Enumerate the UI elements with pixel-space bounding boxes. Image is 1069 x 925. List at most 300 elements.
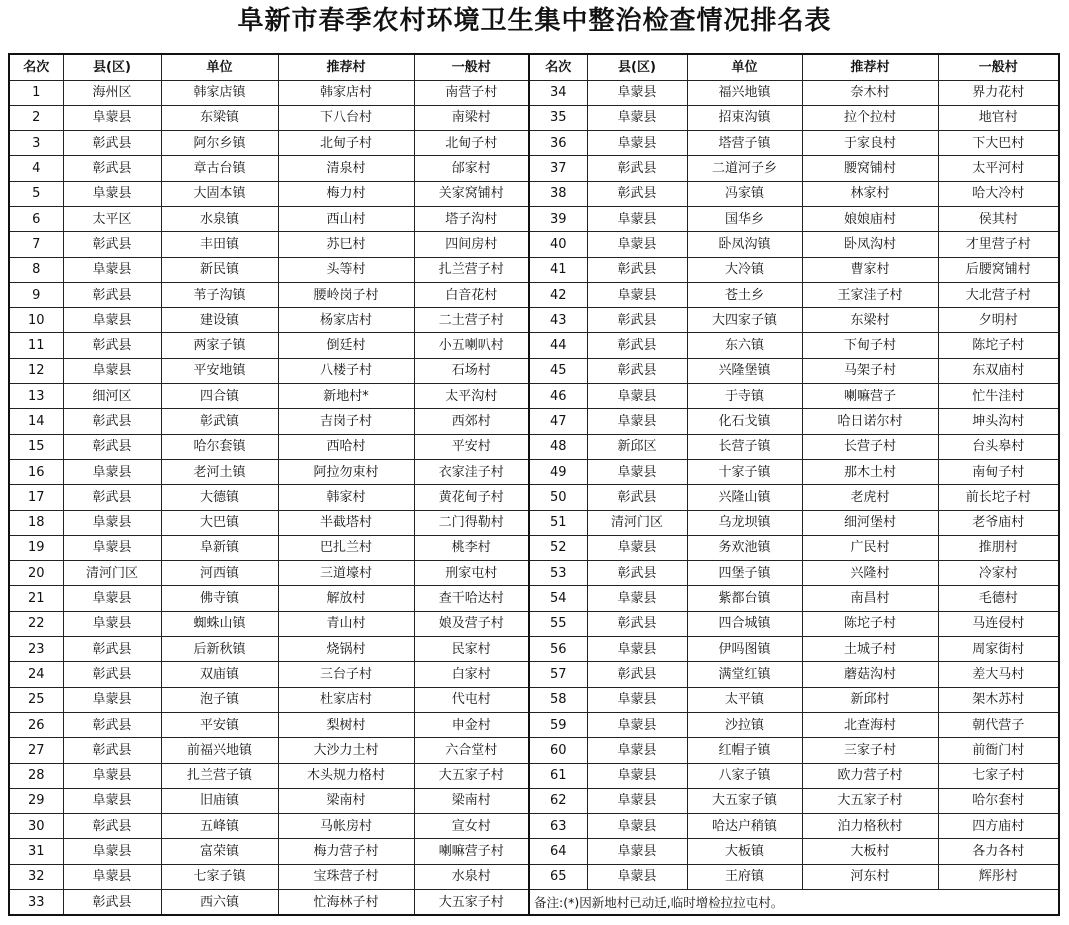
cell-rank: 36 — [529, 131, 587, 156]
cell-recommended-village: 头等村 — [278, 257, 414, 282]
cell-rank: 4 — [9, 156, 63, 181]
cell-rank: 56 — [529, 637, 587, 662]
cell-recommended-village: 下八台村 — [278, 105, 414, 130]
cell-recommended-village: 喇嘛营子 — [802, 384, 938, 409]
cell-general-village: 二土营子村 — [414, 308, 529, 333]
cell-rank: 23 — [9, 637, 63, 662]
cell-rank: 51 — [529, 510, 587, 535]
cell-county: 细河区 — [63, 384, 161, 409]
cell-general-village: 冷家村 — [938, 561, 1059, 586]
cell-county: 阜蒙县 — [587, 864, 687, 889]
cell-recommended-village: 广民村 — [802, 535, 938, 560]
cell-county: 阜蒙县 — [587, 232, 687, 257]
cell-rank: 46 — [529, 384, 587, 409]
table-row — [9, 637, 1059, 662]
cell-county: 彰武县 — [63, 156, 161, 181]
cell-rank: 30 — [9, 814, 63, 839]
cell-county: 阜蒙县 — [587, 80, 687, 105]
cell-unit: 富荣镇 — [161, 839, 278, 864]
cell-general-village: 塔子沟村 — [414, 206, 529, 231]
cell-recommended-village: 泊力格秋村 — [802, 814, 938, 839]
cell-rank: 15 — [9, 434, 63, 459]
cell-county: 彰武县 — [63, 409, 161, 434]
cell-county: 阜蒙县 — [63, 181, 161, 206]
table-row — [9, 535, 1059, 560]
cell-rank: 54 — [529, 586, 587, 611]
cell-unit: 大五家子镇 — [687, 788, 802, 813]
cell-county: 阜蒙县 — [587, 788, 687, 813]
cell-unit: 大板镇 — [687, 839, 802, 864]
cell-rank: 29 — [9, 788, 63, 813]
cell-recommended-village: 清泉村 — [278, 156, 414, 181]
cell-county: 彰武县 — [63, 890, 161, 916]
cell-rank: 64 — [529, 839, 587, 864]
header-recommended-village: 推荐村 — [278, 54, 414, 80]
cell-general-village: 南营子村 — [414, 80, 529, 105]
cell-general-village: 扎兰营子村 — [414, 257, 529, 282]
cell-recommended-village: 木头规力格村 — [278, 763, 414, 788]
cell-recommended-village: 吉岗子村 — [278, 409, 414, 434]
table-row — [9, 131, 1059, 156]
cell-general-village: 四方庙村 — [938, 814, 1059, 839]
cell-rank: 38 — [529, 181, 587, 206]
cell-general-village: 邰家村 — [414, 156, 529, 181]
cell-general-village: 二门得勒村 — [414, 510, 529, 535]
cell-unit: 福兴地镇 — [687, 80, 802, 105]
cell-recommended-village: 倒廷村 — [278, 333, 414, 358]
cell-unit: 大巴镇 — [161, 510, 278, 535]
cell-unit: 兴隆山镇 — [687, 485, 802, 510]
cell-unit: 西六镇 — [161, 890, 278, 916]
table-row — [9, 105, 1059, 130]
cell-rank: 45 — [529, 358, 587, 383]
cell-general-village: 前衙门村 — [938, 738, 1059, 763]
table-row — [9, 763, 1059, 788]
table-row — [9, 864, 1059, 889]
cell-recommended-village: 大五家子村 — [802, 788, 938, 813]
cell-recommended-village: 蘑菇沟村 — [802, 662, 938, 687]
cell-county: 彰武县 — [587, 257, 687, 282]
header-rank: 名次 — [9, 54, 63, 80]
cell-unit: 大四家子镇 — [687, 308, 802, 333]
cell-recommended-village: 下甸子村 — [802, 333, 938, 358]
cell-rank: 63 — [529, 814, 587, 839]
cell-rank: 60 — [529, 738, 587, 763]
cell-rank: 6 — [9, 206, 63, 231]
table-row — [9, 358, 1059, 383]
cell-recommended-village: 西山村 — [278, 206, 414, 231]
cell-rank: 62 — [529, 788, 587, 813]
cell-recommended-village: 忙海林子村 — [278, 890, 414, 916]
cell-general-village: 申金村 — [414, 712, 529, 737]
cell-recommended-village: 长营子村 — [802, 434, 938, 459]
cell-unit: 平安镇 — [161, 712, 278, 737]
cell-general-village: 衣家洼子村 — [414, 459, 529, 484]
cell-county: 阜蒙县 — [587, 637, 687, 662]
cell-unit: 扎兰营子镇 — [161, 763, 278, 788]
cell-unit: 大德镇 — [161, 485, 278, 510]
cell-unit: 东六镇 — [687, 333, 802, 358]
cell-unit: 章古台镇 — [161, 156, 278, 181]
cell-rank: 55 — [529, 611, 587, 636]
cell-general-village: 平安村 — [414, 434, 529, 459]
cell-unit: 满堂红镇 — [687, 662, 802, 687]
cell-county: 阜蒙县 — [587, 712, 687, 737]
cell-recommended-village: 腰窝铺村 — [802, 156, 938, 181]
cell-recommended-village: 陈坨子村 — [802, 611, 938, 636]
cell-unit: 招束沟镇 — [687, 105, 802, 130]
cell-unit: 阿尔乡镇 — [161, 131, 278, 156]
cell-recommended-village: 河东村 — [802, 864, 938, 889]
cell-general-village: 界力花村 — [938, 80, 1059, 105]
cell-unit: 塔营子镇 — [687, 131, 802, 156]
cell-recommended-village: 杜家店村 — [278, 687, 414, 712]
cell-recommended-village: 马架子村 — [802, 358, 938, 383]
cell-rank: 19 — [9, 535, 63, 560]
cell-unit: 水泉镇 — [161, 206, 278, 231]
cell-county: 彰武县 — [63, 434, 161, 459]
cell-general-village: 夕明村 — [938, 308, 1059, 333]
cell-county: 彰武县 — [587, 308, 687, 333]
table-row — [9, 156, 1059, 181]
cell-general-village: 太平河村 — [938, 156, 1059, 181]
cell-recommended-village: 青山村 — [278, 611, 414, 636]
cell-rank: 33 — [9, 890, 63, 916]
cell-general-village: 白音花村 — [414, 282, 529, 307]
table-row — [9, 333, 1059, 358]
cell-unit: 东梁镇 — [161, 105, 278, 130]
cell-rank: 58 — [529, 687, 587, 712]
cell-recommended-village: 腰岭岗子村 — [278, 282, 414, 307]
header-general-village: 一般村 — [938, 54, 1059, 80]
cell-general-village: 哈大冷村 — [938, 181, 1059, 206]
table-row — [9, 662, 1059, 687]
cell-recommended-village: 北查海村 — [802, 712, 938, 737]
cell-recommended-village: 马帐房村 — [278, 814, 414, 839]
cell-general-village: 南梁村 — [414, 105, 529, 130]
cell-recommended-village: 娘娘庙村 — [802, 206, 938, 231]
cell-county: 彰武县 — [63, 232, 161, 257]
cell-unit: 佛寺镇 — [161, 586, 278, 611]
cell-county: 清河门区 — [587, 510, 687, 535]
cell-recommended-village: 哈日诺尔村 — [802, 409, 938, 434]
cell-general-village: 西郊村 — [414, 409, 529, 434]
table-row — [9, 409, 1059, 434]
cell-general-village: 娘及营子村 — [414, 611, 529, 636]
cell-county: 阜蒙县 — [63, 864, 161, 889]
cell-recommended-village: 三家子村 — [802, 738, 938, 763]
cell-general-village: 后腰窝铺村 — [938, 257, 1059, 282]
table-row — [9, 459, 1059, 484]
table-row — [9, 611, 1059, 636]
cell-recommended-village: 拉个拉村 — [802, 105, 938, 130]
cell-general-village: 地官村 — [938, 105, 1059, 130]
cell-general-village: 东双庙村 — [938, 358, 1059, 383]
cell-recommended-village: 杨家店村 — [278, 308, 414, 333]
cell-rank: 9 — [9, 282, 63, 307]
cell-county: 阜蒙县 — [587, 763, 687, 788]
cell-unit: 阜新镇 — [161, 535, 278, 560]
table-row — [9, 282, 1059, 307]
header-recommended-village: 推荐村 — [802, 54, 938, 80]
cell-rank: 48 — [529, 434, 587, 459]
cell-recommended-village: 新邱村 — [802, 687, 938, 712]
cell-county: 彰武县 — [587, 156, 687, 181]
cell-county: 彰武县 — [587, 358, 687, 383]
table-row — [9, 384, 1059, 409]
table-row — [9, 712, 1059, 737]
cell-recommended-village: 三台子村 — [278, 662, 414, 687]
cell-unit: 泡子镇 — [161, 687, 278, 712]
cell-county: 阜蒙县 — [587, 586, 687, 611]
cell-county: 阜蒙县 — [63, 105, 161, 130]
cell-general-village: 大五家子村 — [414, 763, 529, 788]
cell-rank: 13 — [9, 384, 63, 409]
cell-county: 彰武县 — [63, 333, 161, 358]
cell-recommended-village: 韩家店村 — [278, 80, 414, 105]
cell-recommended-village: 大沙力土村 — [278, 738, 414, 763]
cell-county: 阜蒙县 — [63, 687, 161, 712]
cell-unit: 长营子镇 — [687, 434, 802, 459]
cell-general-village: 南甸子村 — [938, 459, 1059, 484]
cell-general-village: 推朋村 — [938, 535, 1059, 560]
cell-county: 阜蒙县 — [63, 510, 161, 535]
cell-recommended-village: 巴扎兰村 — [278, 535, 414, 560]
cell-general-village: 架木苏村 — [938, 687, 1059, 712]
header-general-village: 一般村 — [414, 54, 529, 80]
cell-unit: 平安地镇 — [161, 358, 278, 383]
cell-rank: 28 — [9, 763, 63, 788]
cell-county: 彰武县 — [587, 485, 687, 510]
cell-county: 阜蒙县 — [587, 535, 687, 560]
cell-recommended-village: 苏巳村 — [278, 232, 414, 257]
cell-unit: 红帽子镇 — [687, 738, 802, 763]
cell-county: 阜蒙县 — [587, 409, 687, 434]
cell-recommended-village: 烧锅村 — [278, 637, 414, 662]
cell-rank: 21 — [9, 586, 63, 611]
table-row — [9, 814, 1059, 839]
cell-unit: 丰田镇 — [161, 232, 278, 257]
page-title: 阜新市春季农村环境卫生集中整治检查情况排名表 — [237, 6, 832, 36]
cell-county: 彰武县 — [63, 712, 161, 737]
cell-county: 彰武县 — [63, 282, 161, 307]
table-row — [9, 434, 1059, 459]
cell-recommended-village: 老虎村 — [802, 485, 938, 510]
cell-recommended-village: 新地村* — [278, 384, 414, 409]
cell-county: 阜蒙县 — [63, 535, 161, 560]
cell-general-village: 七家子村 — [938, 763, 1059, 788]
cell-county: 阜蒙县 — [63, 763, 161, 788]
cell-general-village: 陈坨子村 — [938, 333, 1059, 358]
cell-unit: 王府镇 — [687, 864, 802, 889]
cell-recommended-village: 韩家村 — [278, 485, 414, 510]
cell-unit: 化石戈镇 — [687, 409, 802, 434]
cell-general-village: 哈尔套村 — [938, 788, 1059, 813]
table-row — [9, 687, 1059, 712]
cell-unit: 二道河子乡 — [687, 156, 802, 181]
cell-county: 阜蒙县 — [63, 788, 161, 813]
cell-general-village: 民家村 — [414, 637, 529, 662]
table-row — [9, 890, 1059, 916]
table-row — [9, 232, 1059, 257]
cell-general-village: 毛德村 — [938, 586, 1059, 611]
cell-general-village: 石场村 — [414, 358, 529, 383]
header-rank: 名次 — [529, 54, 587, 80]
cell-county: 彰武县 — [63, 662, 161, 687]
cell-rank: 37 — [529, 156, 587, 181]
cell-general-village: 大五家子村 — [414, 890, 529, 916]
cell-unit: 卧凤沟镇 — [687, 232, 802, 257]
cell-general-village: 四间房村 — [414, 232, 529, 257]
table-row — [9, 257, 1059, 282]
cell-rank: 14 — [9, 409, 63, 434]
cell-recommended-village: 南昌村 — [802, 586, 938, 611]
cell-recommended-village: 西哈村 — [278, 434, 414, 459]
cell-rank: 52 — [529, 535, 587, 560]
cell-county: 阜蒙县 — [587, 814, 687, 839]
cell-unit: 七家子镇 — [161, 864, 278, 889]
table-row — [9, 738, 1059, 763]
cell-unit: 伊吗图镇 — [687, 637, 802, 662]
table-row — [9, 788, 1059, 813]
table-row — [9, 206, 1059, 231]
cell-general-village: 各力各村 — [938, 839, 1059, 864]
cell-county: 阜蒙县 — [587, 282, 687, 307]
cell-rank: 27 — [9, 738, 63, 763]
cell-unit: 于寺镇 — [687, 384, 802, 409]
cell-general-village: 大北营子村 — [938, 282, 1059, 307]
cell-rank: 12 — [9, 358, 63, 383]
header-county: 县(区) — [63, 54, 161, 80]
cell-unit: 务欢池镇 — [687, 535, 802, 560]
cell-unit: 冯家镇 — [687, 181, 802, 206]
cell-recommended-village: 奈木村 — [802, 80, 938, 105]
cell-general-village: 太平沟村 — [414, 384, 529, 409]
table-row — [9, 561, 1059, 586]
cell-county: 太平区 — [63, 206, 161, 231]
cell-rank: 61 — [529, 763, 587, 788]
cell-unit: 韩家店镇 — [161, 80, 278, 105]
cell-county: 阜蒙县 — [587, 131, 687, 156]
cell-unit: 大固本镇 — [161, 181, 278, 206]
cell-county: 阜蒙县 — [63, 459, 161, 484]
cell-unit: 沙拉镇 — [687, 712, 802, 737]
cell-rank: 39 — [529, 206, 587, 231]
cell-recommended-village: 大板村 — [802, 839, 938, 864]
cell-unit: 彰武镇 — [161, 409, 278, 434]
cell-county: 阜蒙县 — [63, 586, 161, 611]
table-row — [9, 839, 1059, 864]
cell-general-village: 刑家屯村 — [414, 561, 529, 586]
cell-rank: 49 — [529, 459, 587, 484]
cell-rank: 53 — [529, 561, 587, 586]
cell-county: 阜蒙县 — [587, 206, 687, 231]
cell-recommended-village: 那木土村 — [802, 459, 938, 484]
cell-general-village: 台头皋村 — [938, 434, 1059, 459]
cell-general-village: 黄花甸子村 — [414, 485, 529, 510]
cell-recommended-village: 八楼子村 — [278, 358, 414, 383]
cell-unit: 大冷镇 — [687, 257, 802, 282]
cell-general-village: 小五喇叭村 — [414, 333, 529, 358]
cell-county: 彰武县 — [587, 561, 687, 586]
cell-general-village: 周家街村 — [938, 637, 1059, 662]
header-row — [9, 54, 1059, 80]
cell-rank: 59 — [529, 712, 587, 737]
cell-recommended-village: 土城子村 — [802, 637, 938, 662]
cell-county: 彰武县 — [63, 738, 161, 763]
cell-unit: 四堡子镇 — [687, 561, 802, 586]
cell-general-village: 前长坨子村 — [938, 485, 1059, 510]
cell-county: 清河门区 — [63, 561, 161, 586]
cell-county: 阜蒙县 — [587, 384, 687, 409]
cell-general-village: 忙牛洼村 — [938, 384, 1059, 409]
header-unit: 单位 — [161, 54, 278, 80]
cell-recommended-village: 解放村 — [278, 586, 414, 611]
cell-unit: 十家子镇 — [687, 459, 802, 484]
cell-general-village: 喇嘛营子村 — [414, 839, 529, 864]
cell-recommended-village: 宝珠营子村 — [278, 864, 414, 889]
cell-rank: 17 — [9, 485, 63, 510]
cell-county: 彰武县 — [587, 611, 687, 636]
cell-rank: 2 — [9, 105, 63, 130]
cell-rank: 18 — [9, 510, 63, 535]
cell-rank: 41 — [529, 257, 587, 282]
cell-unit: 八家子镇 — [687, 763, 802, 788]
cell-unit: 四合镇 — [161, 384, 278, 409]
cell-recommended-village: 兴隆村 — [802, 561, 938, 586]
cell-general-village: 才里营子村 — [938, 232, 1059, 257]
cell-county: 阜蒙县 — [63, 839, 161, 864]
cell-recommended-village: 卧凤沟村 — [802, 232, 938, 257]
cell-county: 彰武县 — [63, 131, 161, 156]
cell-unit: 河西镇 — [161, 561, 278, 586]
cell-rank: 43 — [529, 308, 587, 333]
table-note: 备注:(*)因新地村已动迁,临时增检拉拉屯村。 — [529, 890, 1059, 916]
cell-rank: 26 — [9, 712, 63, 737]
cell-general-village: 六合堂村 — [414, 738, 529, 763]
cell-general-village: 宣女村 — [414, 814, 529, 839]
cell-rank: 25 — [9, 687, 63, 712]
cell-unit: 四合城镇 — [687, 611, 802, 636]
cell-unit: 紫都台镇 — [687, 586, 802, 611]
cell-county: 阜蒙县 — [587, 738, 687, 763]
cell-rank: 34 — [529, 80, 587, 105]
cell-recommended-village: 林家村 — [802, 181, 938, 206]
cell-general-village: 白家村 — [414, 662, 529, 687]
cell-recommended-village: 梅力村 — [278, 181, 414, 206]
cell-general-village: 关家窝铺村 — [414, 181, 529, 206]
cell-county: 阜蒙县 — [63, 358, 161, 383]
cell-rank: 1 — [9, 80, 63, 105]
cell-county: 阜蒙县 — [63, 257, 161, 282]
cell-recommended-village: 细河堡村 — [802, 510, 938, 535]
cell-county: 阜蒙县 — [587, 459, 687, 484]
table-row — [9, 485, 1059, 510]
table-row — [9, 308, 1059, 333]
cell-rank: 57 — [529, 662, 587, 687]
cell-general-village: 马连侵村 — [938, 611, 1059, 636]
cell-rank: 65 — [529, 864, 587, 889]
cell-county: 阜蒙县 — [63, 611, 161, 636]
cell-unit: 旧庙镇 — [161, 788, 278, 813]
header-county: 县(区) — [587, 54, 687, 80]
cell-rank: 47 — [529, 409, 587, 434]
cell-unit: 哈达户稍镇 — [687, 814, 802, 839]
cell-unit: 乌龙坝镇 — [687, 510, 802, 535]
cell-rank: 35 — [529, 105, 587, 130]
cell-county: 彰武县 — [587, 333, 687, 358]
cell-unit: 后新秋镇 — [161, 637, 278, 662]
